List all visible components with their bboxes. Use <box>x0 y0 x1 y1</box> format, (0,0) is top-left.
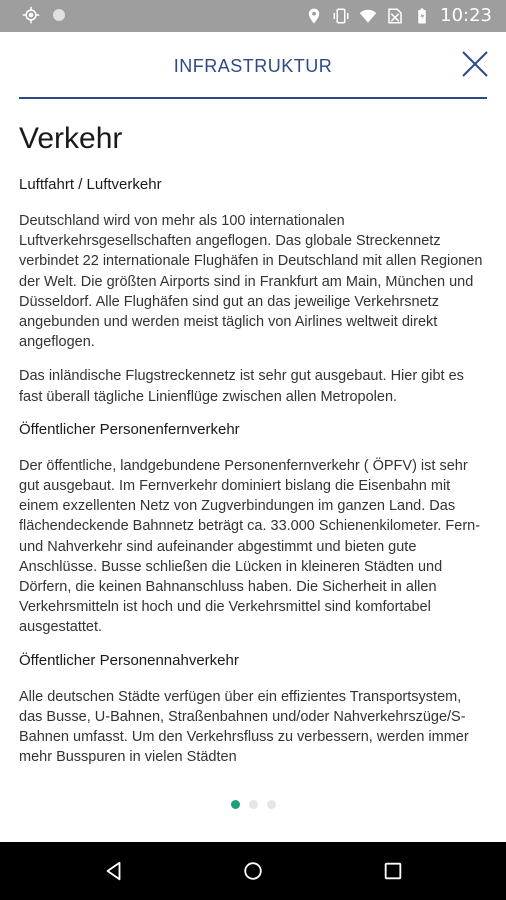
close-icon <box>460 49 490 79</box>
status-left <box>22 6 68 24</box>
status-bar <box>0 0 506 32</box>
section-heading: Öffentlicher Personenfernverkehr <box>19 420 240 438</box>
header-title: INFRASTRUKTUR <box>173 56 333 76</box>
page-dot[interactable] <box>267 800 276 809</box>
home-button[interactable] <box>242 860 264 882</box>
section-heading: Öffentlicher Personennahverkehr <box>19 651 239 669</box>
status-right <box>305 5 492 26</box>
wifi-icon <box>359 7 377 25</box>
battery-icon <box>413 7 431 25</box>
location-icon <box>305 7 323 25</box>
paragraph: Deutschland wird von mehr als 100 internationalen Luftverkehrsgesellschaften angeflogen. Das globale Streckennetz verbindet 22 internationale Flughäfen in Deutschland mit allen Regionen der Welt. Die größten Airports sind in Frankfurt am Main, München und Düsseldorf. Alle Flughäfen sind gut an das jeweilige Verkehrsnetz angebunden und werden meist täglich von Airlines weltweit direkt angeflogen. <box>19 213 483 351</box>
system-nav-bar <box>0 842 506 900</box>
close-button[interactable] <box>460 49 490 79</box>
status-time: 10:23 <box>440 5 492 26</box>
gps-icon <box>22 6 40 24</box>
back-icon <box>103 860 125 882</box>
paragraph: Der öffentliche, landgebundene Personenfernverkehr ( ÖPFV) ist sehr gut ausgebaut. Im Fernverkehr dominiert bislang die Eisenbahn mit einem exzellenten Netz von Zugverbindungen im ganzen Land. Das flächendeckende Bahnnetz beträgt ca. 33.000 Schienenkilometer. Fern- und Nahverkehr sind aufeinander abgestimmt und bieten gute Anschlüsse. Busse schließen die Lücken in kleineren Städten und Dörfern, die keinen Bahnanschluss haben. Die Sicherheit in allen Verkehrsmitteln ist hoch und die Verkehrsmittel sind komfortabel ausgestattet. <box>19 457 481 636</box>
vibrate-icon <box>332 7 350 25</box>
page-title: Verkehr <box>19 122 123 155</box>
paragraph: Das inländische Flugstreckennetz ist sehr gut ausgebaut. Hier gibt es fast überall tägliche Linienflüge zwischen allen Metropolen. <box>19 368 464 405</box>
recents-icon <box>382 860 404 882</box>
section-heading: Luftfahrt / Luftverkehr <box>19 176 162 193</box>
page-indicator <box>0 800 506 812</box>
page-dot[interactable] <box>249 800 258 809</box>
back-button[interactable] <box>103 860 125 882</box>
home-icon <box>242 860 264 882</box>
app-header <box>0 32 506 98</box>
recents-button[interactable] <box>382 860 404 882</box>
page-dot-active[interactable] <box>231 800 240 809</box>
article-content[interactable] <box>19 118 487 776</box>
notification-dot-icon <box>50 6 68 24</box>
paragraph: Alle deutschen Städte verfügen über ein effizientes Transportsystem, das Busse, U-Bahnen, Straßenbahnen und/oder Nahverkehrszüge/S-Bahnen umfasst. Um den Verkehrsfluss zu verbessern, werden immer mehr Busspuren in vielen Städten <box>19 688 469 766</box>
no-sim-icon <box>386 7 404 25</box>
header-divider <box>19 97 487 99</box>
